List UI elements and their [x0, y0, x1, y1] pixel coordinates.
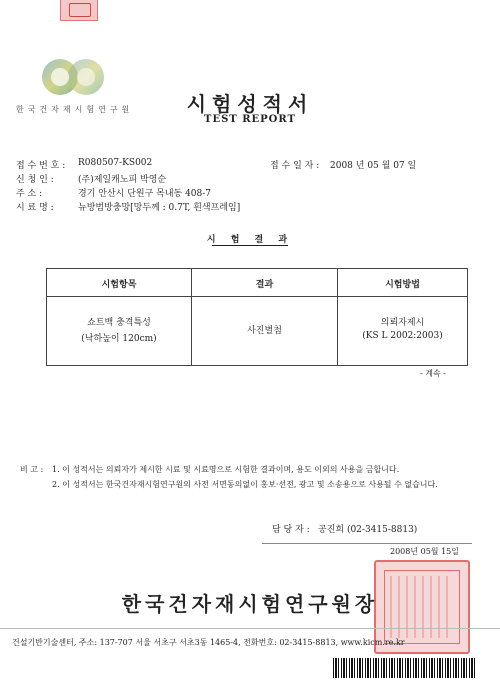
- receipt-date: 2008 년 05 월 07 일: [330, 161, 417, 171]
- footer-divider: [0, 628, 500, 629]
- remark-line-2: 2. 이 성적서는 한국건자재시험연구원의 사전 서면동의없이 홍보·선전, 광고 및 소송용으로 사용될 수 없습니다.: [52, 480, 438, 489]
- continued-note: - 계속 -: [420, 369, 446, 378]
- table-header-item: 시험항목: [101, 280, 137, 290]
- table-cell-item-line2: (낙하높이 120cm): [81, 334, 157, 344]
- footer-address: 건설기반기술센터, 주소: 137-707 서울 서초구 서초3동 1465-4, 전화번호: 02-3415-8813, www.kicm.re.kr: [12, 638, 405, 647]
- director-title: 한국건자재시험연구원장: [121, 592, 379, 616]
- address: 경기 안산시 단원구 목내동 408-7: [78, 189, 212, 199]
- org-name: 한국건자재시험연구원: [16, 105, 134, 114]
- page-title: 시험성적서: [186, 92, 314, 116]
- signature-divider: [262, 543, 472, 544]
- remark-line-1: 1. 이 성적서는 의뢰자가 제시한 시료 및 시료명으로 시험한 결과이며, 용도 이외의 사용을 금합니다.: [52, 465, 400, 474]
- table-cell-result: 사진별첨: [247, 326, 282, 336]
- results-table: [46, 268, 468, 366]
- top-seal-stamp: [60, 0, 98, 21]
- person-in-charge: 공진희 (02-3415-8813): [318, 525, 418, 535]
- receipt-no: R080507-KS002: [78, 158, 153, 168]
- table-cell-method-line1: 의뢰자제시: [380, 318, 425, 328]
- page-subtitle: TEST REPORT: [204, 114, 296, 125]
- receipt-no-label: 접 수 번 호 :: [16, 161, 66, 171]
- barcode-icon: [333, 658, 475, 678]
- receipt-date-label: 접 수 일 자 :: [270, 161, 320, 171]
- address-label: 주 소 :: [16, 189, 43, 199]
- applicant: (주)제일캐노피 박영순: [78, 175, 167, 185]
- sample-name: 뉴방범방충망[망두께 : 0.7T, 흰색프레임]: [78, 203, 241, 213]
- table-cell-item-line1: 쇼트백 충격특성: [87, 318, 151, 328]
- remarks-label: 비 고 :: [20, 465, 44, 474]
- issue-date: 2008년 05월 15일: [390, 547, 459, 556]
- results-heading-underline: [212, 245, 288, 246]
- table-cell-method-line2: (KS L 2002:2003): [362, 331, 443, 341]
- table-header-divider: [47, 296, 467, 297]
- applicant-label: 신 청 인 :: [16, 175, 54, 185]
- sample-label: 시 료 명 :: [16, 203, 54, 213]
- table-header-result: 결과: [255, 280, 274, 290]
- person-in-charge-label: 담 당 자 :: [272, 525, 310, 535]
- results-heading: 시 험 결 과: [206, 235, 294, 245]
- table-header-method: 시험방법: [385, 280, 420, 290]
